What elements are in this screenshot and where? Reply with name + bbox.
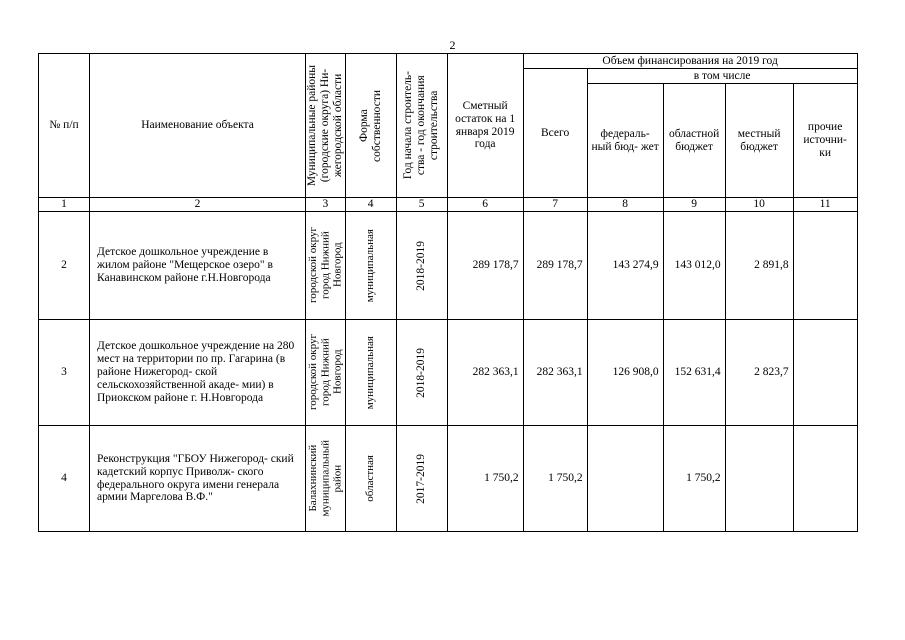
header-district-line-2: (городские округа) Ни- xyxy=(318,68,331,183)
row-regional: 1 750,2 xyxy=(663,426,725,532)
header-district-line-1: Муниципальные районы xyxy=(306,64,318,187)
row-federal: 143 274,9 xyxy=(587,212,663,320)
row-district-line-2: город Нижний xyxy=(319,231,332,300)
row-total: 282 363,1 xyxy=(523,320,587,426)
row-district-line-3: Новгород xyxy=(331,243,344,288)
row-years-text: 2018-2019 xyxy=(415,347,428,398)
row-federal: 126 908,0 xyxy=(587,320,663,426)
header-years xyxy=(396,54,447,198)
row-num: 3 xyxy=(39,320,90,426)
row-years xyxy=(396,212,447,320)
column-number: 11 xyxy=(793,198,857,212)
header-district xyxy=(306,54,346,198)
row-ownership xyxy=(345,320,396,426)
header-local: местный бюджет xyxy=(725,84,793,198)
header-balance: Сметный остаток на 1 января 2019 года xyxy=(447,54,523,198)
row-other xyxy=(793,320,857,426)
header-district-line-3: жегородской области xyxy=(331,73,344,178)
header-including: в том числе xyxy=(587,69,857,84)
row-ownership xyxy=(345,426,396,532)
row-years-text: 2018-2019 xyxy=(415,240,428,291)
row-ownership xyxy=(345,212,396,320)
row-object-name: Детское дошкольное учреждение в жилом районе "Мещерское озеро" в Канавинском районе г.Н.Новгорода xyxy=(90,212,306,320)
row-total: 1 750,2 xyxy=(523,426,587,532)
column-number-row xyxy=(39,198,858,212)
page-number: 2 xyxy=(449,38,456,52)
header-years-line-2: ства - год окончания xyxy=(415,75,428,176)
header-funding-group: Объем финансирования на 2019 год xyxy=(523,54,857,69)
row-years xyxy=(396,320,447,426)
row-district xyxy=(306,426,346,532)
header-ownership xyxy=(345,54,396,198)
column-number: 7 xyxy=(523,198,587,212)
row-ownership-text: областная xyxy=(364,455,377,502)
table-row xyxy=(39,320,858,426)
row-num: 4 xyxy=(39,426,90,532)
header-funding-total: Всего xyxy=(523,69,587,198)
row-district-line-2: муниципальный xyxy=(319,440,332,517)
row-district xyxy=(306,212,346,320)
column-number: 2 xyxy=(90,198,306,212)
row-other xyxy=(793,212,857,320)
header-years-line-3: строительства xyxy=(428,90,441,161)
column-number: 5 xyxy=(396,198,447,212)
header-federal: федераль- ный бюд- жет xyxy=(587,84,663,198)
header-years-line-1: Год начала строитель- xyxy=(402,71,415,180)
row-regional: 143 012,0 xyxy=(663,212,725,320)
row-years xyxy=(396,426,447,532)
row-total: 289 178,7 xyxy=(523,212,587,320)
row-object-name: Детское дошкольное учреждение на 280 мест на территории по пр. Гагарина (в районе Нижегород- ской сельскохозяйственной акаде- мии) в Приокском районе г. Н.Новгорода xyxy=(90,320,306,426)
column-number: 6 xyxy=(447,198,523,212)
row-balance: 282 363,1 xyxy=(447,320,523,426)
table-row xyxy=(39,426,858,532)
row-district xyxy=(306,320,346,426)
column-number: 3 xyxy=(306,198,346,212)
table-row xyxy=(39,212,858,320)
column-number: 9 xyxy=(663,198,725,212)
row-district-line-3: район xyxy=(331,464,344,493)
row-regional: 152 631,4 xyxy=(663,320,725,426)
row-district-line-1: Балахнинский xyxy=(306,445,319,512)
column-number: 8 xyxy=(587,198,663,212)
row-district-line-1: городской округ xyxy=(306,227,319,304)
row-local: 2 823,7 xyxy=(725,320,793,426)
header-ownership-line-1: Форма xyxy=(357,109,370,142)
row-district-line-2: город Нижний xyxy=(319,338,332,407)
row-balance: 1 750,2 xyxy=(447,426,523,532)
column-number: 1 xyxy=(39,198,90,212)
row-district-line-3: Новгород xyxy=(331,350,344,395)
row-balance: 289 178,7 xyxy=(447,212,523,320)
financing-table xyxy=(38,53,858,532)
row-ownership-text: муниципальная xyxy=(364,335,377,410)
row-years-text: 2017-2019 xyxy=(415,453,428,504)
header-num: № п/п xyxy=(39,54,90,198)
row-other xyxy=(793,426,857,532)
column-number: 10 xyxy=(725,198,793,212)
row-local xyxy=(725,426,793,532)
column-number: 4 xyxy=(345,198,396,212)
row-local: 2 891,8 xyxy=(725,212,793,320)
header-other: прочие источни- ки xyxy=(793,84,857,198)
row-district-line-1: городской округ xyxy=(306,334,319,411)
header-object-name: Наименование объекта xyxy=(90,54,306,198)
row-ownership-text: муниципальная xyxy=(364,228,377,303)
row-num: 2 xyxy=(39,212,90,320)
header-ownership-line-2: собственности xyxy=(370,89,383,162)
header-regional: областной бюджет xyxy=(663,84,725,198)
row-object-name: Реконструкция "ГБОУ Нижегород- ский кадетский корпус Приволж- ского федерального округа имени генерала армии Маргелова В.Ф." xyxy=(90,426,306,532)
row-federal xyxy=(587,426,663,532)
